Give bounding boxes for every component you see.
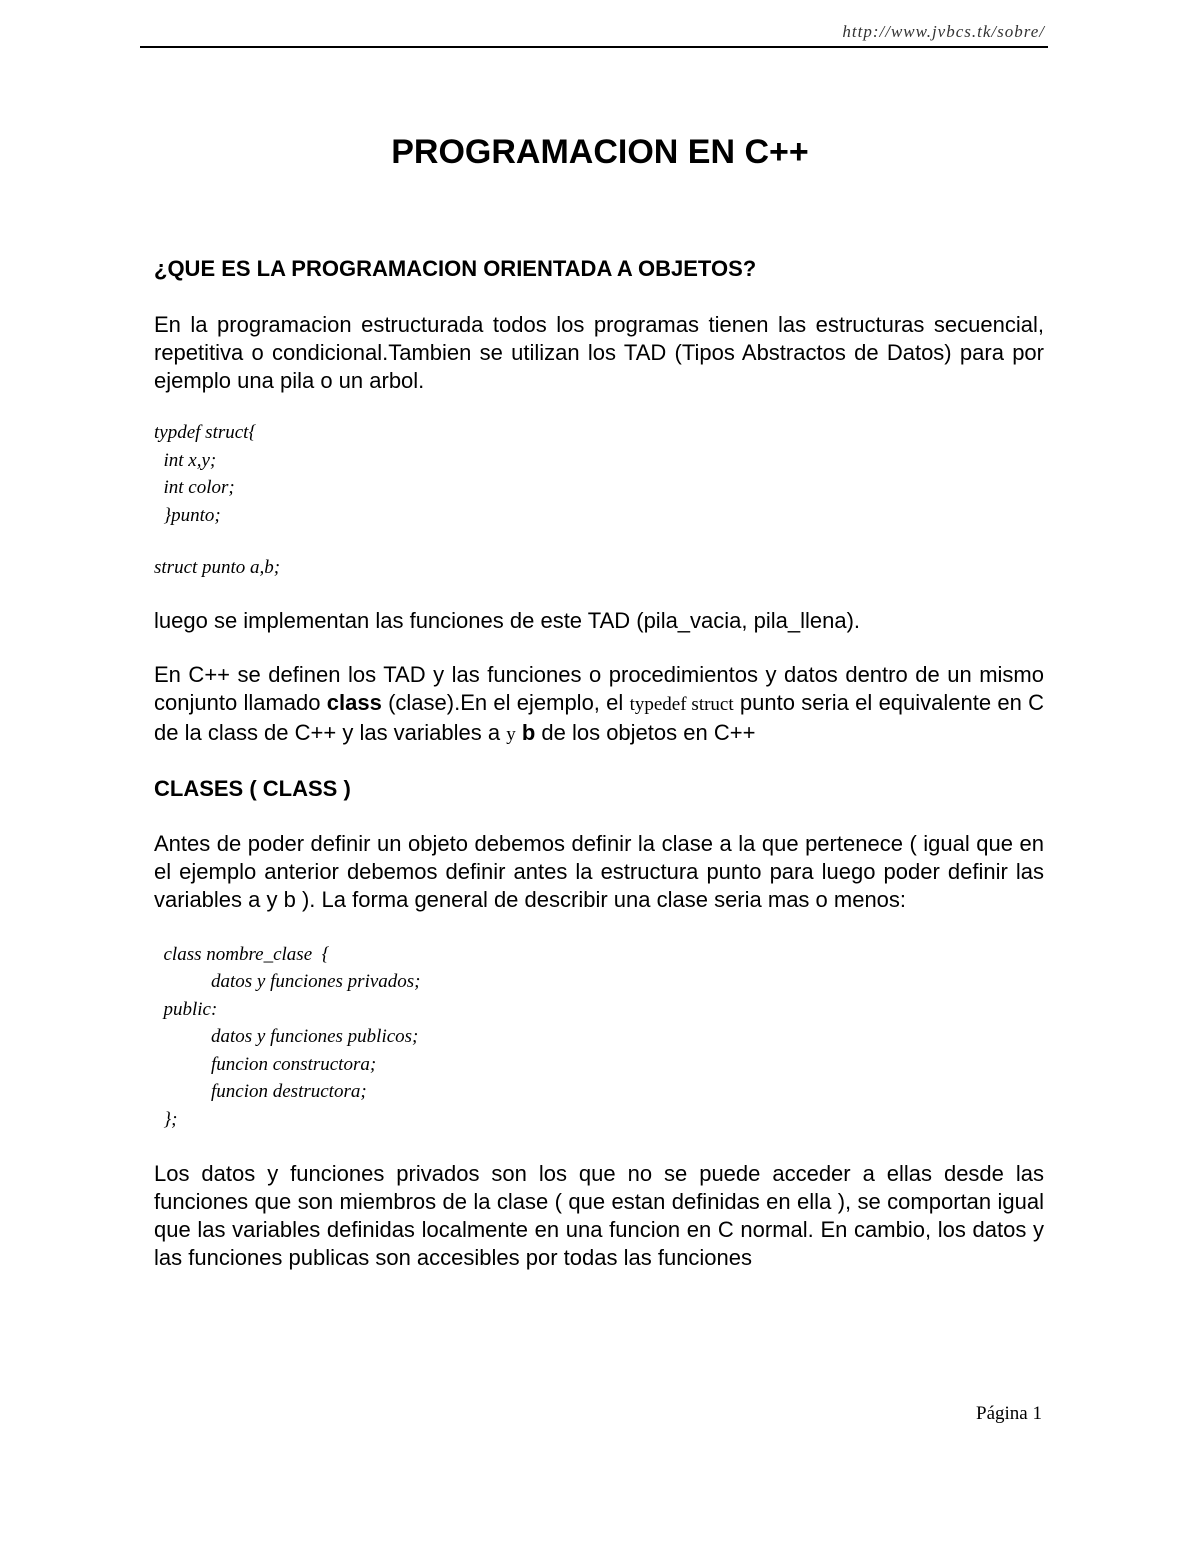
keyword-class: class [326,689,382,715]
paragraph-private-public: Los datos y funciones privados son los que no se puede acceder a ellas desde las funciones que son miembros de la clase ( que estan definidas en ella ), se comportan igual que las variables definidas localmente en una funcion en C normal. En cambio, los datos y las funciones publicas son accesibles por todas las funciones [154,1161,1044,1270]
text-segment: de los objetos en C++ [535,719,756,745]
code-block-typedef: typdef struct{ int x,y; int color; }punto; [154,422,257,526]
code-block-class: class nombre_clase { datos y funciones privados; public: datos y funciones publicos; funcion constructora; funcion destructora; }; [163,943,421,1130]
text-segment: En C++ se definen los TAD y las funciones o procedimientos y datos dentro de un mismo conjunto llamado [154,661,1044,715]
code-line-struct: struct punto a,b; [154,557,281,578]
text-segment: punto seria el equivalente en C de la class de C++ y las variables a [154,689,1044,745]
document-body [154,255,1044,1272]
section-heading-clases: CLASES ( CLASS ) [154,775,351,801]
paragraph-tad-functions: luego se implementan las funciones de este TAD (pila_vacia, pila_llena). [154,607,861,633]
page-title: PROGRAMACION EN C++ [391,133,809,171]
inline-code-typedef-struct: typedef struct [629,693,734,715]
section-heading-poo: ¿QUE ES LA PROGRAMACION ORIENTADA A OBJETOS? [154,256,757,281]
paragraph-class-definition: Antes de poder definir un objeto debemos definir la clase a la que pertenece ( igual que en el ejemplo anterior debemos definir antes la estructura punto para luego poder definir las variables a y b ). La forma general de describir una clase seria mas o menos: [154,830,1044,912]
paragraph-intro: En la programacion estructurada todos los programas tienen las estructuras secuencial, repetitiva o condicional.Tambien se utilizan los TAD (Tipos Abstractos de Datos) para por ejemplo una pila o un arbol. [154,312,1044,393]
paragraph-cpp-class [154,661,1044,749]
text-segment: (clase).En el ejemplo, el [381,689,630,715]
page-number: Página 1 [976,1403,1042,1424]
keyword-b: b [521,719,536,745]
header-url: http://www.jvbcs.tk/sobre/ [842,22,1045,41]
header-divider [140,46,1048,48]
inline-code-y: y [506,723,516,745]
